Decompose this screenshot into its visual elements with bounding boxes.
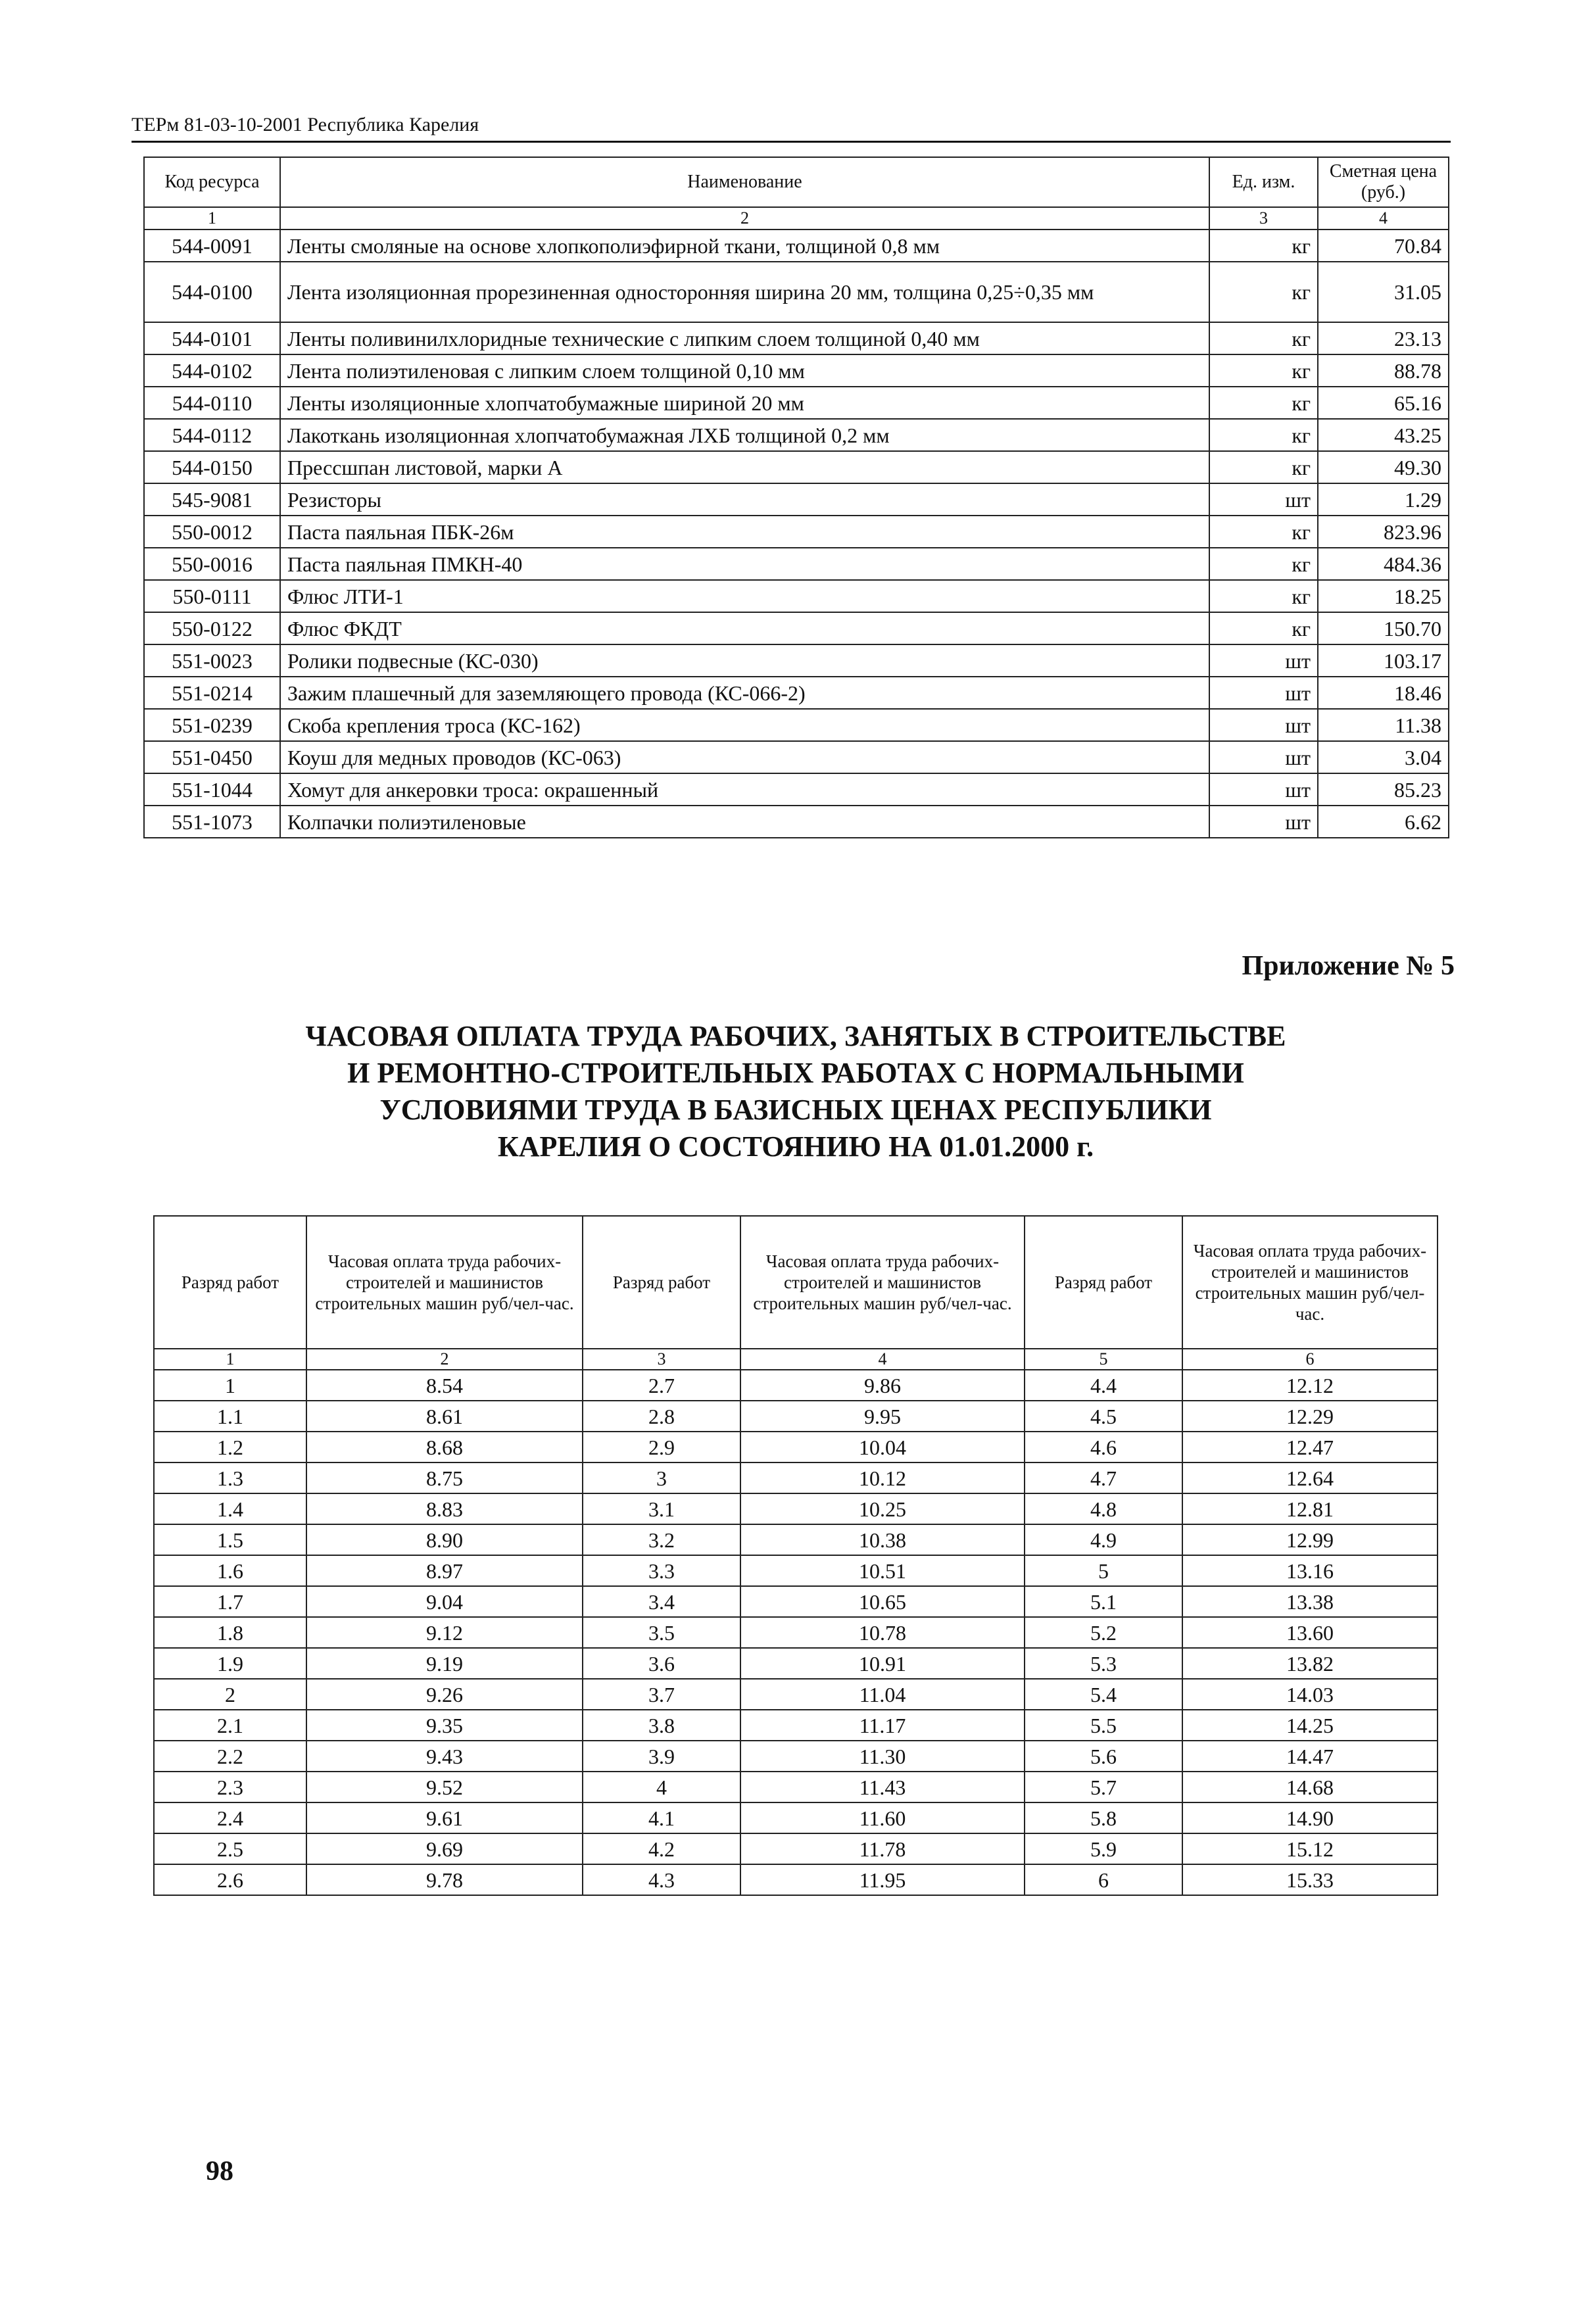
resource-name: Ролики подвесные (КС-030) <box>280 644 1209 677</box>
column-number-row <box>154 1349 1438 1370</box>
rank-cell: 4.3 <box>583 1864 740 1895</box>
pay-cell: 12.64 <box>1182 1462 1438 1493</box>
resource-unit: шт <box>1209 644 1318 677</box>
resource-price: 88.78 <box>1318 354 1449 387</box>
pay-cell: 11.43 <box>740 1772 1025 1802</box>
table-row <box>154 1370 1438 1401</box>
pay-cell: 10.25 <box>740 1493 1025 1524</box>
rank-cell: 5.5 <box>1025 1710 1182 1741</box>
resource-unit: кг <box>1209 516 1318 548</box>
pay-cell: 12.99 <box>1182 1524 1438 1555</box>
resource-price: 150.70 <box>1318 612 1449 644</box>
rank-cell: 4.5 <box>1025 1401 1182 1432</box>
resource-code: 551-1044 <box>144 773 280 806</box>
pay-cell: 14.68 <box>1182 1772 1438 1802</box>
resource-code: 551-0214 <box>144 677 280 709</box>
column-number: 3 <box>583 1349 740 1370</box>
pay-cell: 10.04 <box>740 1432 1025 1462</box>
resource-code: 551-0023 <box>144 644 280 677</box>
title-line: КАРЕЛИЯ О СОСТОЯНИЮ НА 01.01.2000 г. <box>497 1130 1094 1163</box>
resource-name: Лента изоляционная прорезиненная односторонняя ширина 20 мм, толщина 0,25÷0,35 мм <box>280 262 1209 322</box>
pay-cell: 9.52 <box>306 1772 583 1802</box>
rank-cell: 3 <box>583 1462 740 1493</box>
pay-cell: 13.82 <box>1182 1648 1438 1679</box>
column-number: 4 <box>740 1349 1025 1370</box>
table-row <box>154 1741 1438 1772</box>
rank-cell: 1.9 <box>154 1648 306 1679</box>
resource-price: 484.36 <box>1318 548 1449 580</box>
resource-name: Ленты поливинилхлоридные технические с липким слоем толщиной 0,40 мм <box>280 322 1209 354</box>
rank-cell: 3.4 <box>583 1586 740 1617</box>
rank-cell: 2.3 <box>154 1772 306 1802</box>
pay-cell: 9.86 <box>740 1370 1025 1401</box>
rank-cell: 1.7 <box>154 1586 306 1617</box>
resource-price: 18.46 <box>1318 677 1449 709</box>
resource-name: Паста паяльная ПБК-26м <box>280 516 1209 548</box>
resource-unit: шт <box>1209 709 1318 741</box>
rank-cell: 3.6 <box>583 1648 740 1679</box>
title-line: УСЛОВИЯМИ ТРУДА В БАЗИСНЫХ ЦЕНАХ РЕСПУБЛИКИ <box>379 1094 1212 1126</box>
resource-unit: кг <box>1209 322 1318 354</box>
table-row <box>144 322 1449 354</box>
table-row <box>144 516 1449 548</box>
pay-cell: 11.78 <box>740 1833 1025 1864</box>
rank-cell: 1.2 <box>154 1432 306 1462</box>
pay-cell: 12.29 <box>1182 1401 1438 1432</box>
rank-cell: 2.1 <box>154 1710 306 1741</box>
table-row <box>144 741 1449 773</box>
table-row <box>144 451 1449 483</box>
pay-cell: 13.60 <box>1182 1617 1438 1648</box>
pay-cell: 9.19 <box>306 1648 583 1679</box>
rank-cell: 5.7 <box>1025 1772 1182 1802</box>
rank-cell: 4 <box>583 1772 740 1802</box>
rank-cell: 3.3 <box>583 1555 740 1586</box>
pay-cell: 10.65 <box>740 1586 1025 1617</box>
header-rank: Разряд работ <box>1025 1216 1182 1349</box>
resource-price: 85.23 <box>1318 773 1449 806</box>
table-row <box>144 419 1449 451</box>
pay-cell: 10.51 <box>740 1555 1025 1586</box>
header-pay: Часовая оплата труда рабочих-строителей и машинистов строительных машин руб/чел-час. <box>740 1216 1025 1349</box>
column-number: 1 <box>154 1349 306 1370</box>
pay-cell: 10.78 <box>740 1617 1025 1648</box>
resource-code: 550-0122 <box>144 612 280 644</box>
rank-cell: 5.9 <box>1025 1833 1182 1864</box>
rank-cell: 2.6 <box>154 1864 306 1895</box>
pay-cell: 8.61 <box>306 1401 583 1432</box>
resource-name: Колпачки полиэтиленовые <box>280 806 1209 838</box>
pay-cell: 9.04 <box>306 1586 583 1617</box>
rank-cell: 1.8 <box>154 1617 306 1648</box>
header-rank: Разряд работ <box>154 1216 306 1349</box>
pay-cell: 9.61 <box>306 1802 583 1833</box>
resource-name: Лента полиэтиленовая с липким слоем толщиной 0,10 мм <box>280 354 1209 387</box>
resource-price: 65.16 <box>1318 387 1449 419</box>
resource-code: 550-0111 <box>144 580 280 612</box>
rank-cell: 2.5 <box>154 1833 306 1864</box>
table-row <box>144 262 1449 322</box>
resource-code: 545-9081 <box>144 483 280 516</box>
table-row <box>154 1802 1438 1833</box>
table-row <box>144 230 1449 262</box>
rank-cell: 4.9 <box>1025 1524 1182 1555</box>
resource-price: 23.13 <box>1318 322 1449 354</box>
table-row <box>144 709 1449 741</box>
resource-code: 544-0112 <box>144 419 280 451</box>
pay-cell: 11.95 <box>740 1864 1025 1895</box>
pay-cell: 10.91 <box>740 1648 1025 1679</box>
resource-unit: шт <box>1209 806 1318 838</box>
rank-cell: 3.5 <box>583 1617 740 1648</box>
resource-unit: кг <box>1209 230 1318 262</box>
resource-price: 49.30 <box>1318 451 1449 483</box>
column-number: 5 <box>1025 1349 1182 1370</box>
header-rank: Разряд работ <box>583 1216 740 1349</box>
table-row <box>154 1524 1438 1555</box>
pay-cell: 14.47 <box>1182 1741 1438 1772</box>
rank-cell: 4.2 <box>583 1833 740 1864</box>
table-row <box>144 612 1449 644</box>
resource-unit: кг <box>1209 387 1318 419</box>
resource-name: Паста паяльная ПМКН-40 <box>280 548 1209 580</box>
table-row <box>154 1462 1438 1493</box>
table-row <box>154 1432 1438 1462</box>
resource-name: Флюс ЛТИ-1 <box>280 580 1209 612</box>
pay-cell: 8.54 <box>306 1370 583 1401</box>
pay-cell: 9.35 <box>306 1710 583 1741</box>
rank-cell: 4.7 <box>1025 1462 1182 1493</box>
rank-cell: 2.8 <box>583 1401 740 1432</box>
resource-code: 550-0012 <box>144 516 280 548</box>
pay-cell: 15.33 <box>1182 1864 1438 1895</box>
table-row <box>154 1401 1438 1432</box>
resource-code: 551-1073 <box>144 806 280 838</box>
resource-unit: шт <box>1209 677 1318 709</box>
rank-cell: 1.1 <box>154 1401 306 1432</box>
resources-table <box>143 157 1449 838</box>
header-name: Наименование <box>280 157 1209 207</box>
resource-code: 544-0150 <box>144 451 280 483</box>
column-number: 3 <box>1209 207 1318 230</box>
header-unit: Ед. изм. <box>1209 157 1318 207</box>
pay-cell: 11.04 <box>740 1679 1025 1710</box>
rank-cell: 2.7 <box>583 1370 740 1401</box>
resource-price: 43.25 <box>1318 419 1449 451</box>
resource-name: Ленты смоляные на основе хлопкополиэфирной ткани, толщиной 0,8 мм <box>280 230 1209 262</box>
resource-code: 544-0100 <box>144 262 280 322</box>
resource-unit: шт <box>1209 773 1318 806</box>
table-row <box>144 354 1449 387</box>
rank-cell: 2.4 <box>154 1802 306 1833</box>
rank-cell: 1.3 <box>154 1462 306 1493</box>
rank-cell: 1.5 <box>154 1524 306 1555</box>
resource-code: 544-0102 <box>144 354 280 387</box>
pay-cell: 15.12 <box>1182 1833 1438 1864</box>
resource-code: 544-0101 <box>144 322 280 354</box>
column-number: 6 <box>1182 1349 1438 1370</box>
resource-price: 70.84 <box>1318 230 1449 262</box>
pay-cell: 9.69 <box>306 1833 583 1864</box>
column-number: 2 <box>306 1349 583 1370</box>
rank-cell: 6 <box>1025 1864 1182 1895</box>
table-row <box>154 1586 1438 1617</box>
pay-cell: 10.12 <box>740 1462 1025 1493</box>
table-row <box>144 644 1449 677</box>
column-number-row <box>144 207 1449 230</box>
pay-cell: 11.17 <box>740 1710 1025 1741</box>
resource-name: Коуш для медных проводов (КС-063) <box>280 741 1209 773</box>
rank-cell: 5.3 <box>1025 1648 1182 1679</box>
running-header: ТЕРм 81-03-10-2001 Республика Карелия <box>132 112 1451 143</box>
table-row <box>154 1772 1438 1802</box>
resource-price: 11.38 <box>1318 709 1449 741</box>
rank-cell: 2.2 <box>154 1741 306 1772</box>
resource-name: Прессшпан листовой, марки А <box>280 451 1209 483</box>
pay-cell: 9.12 <box>306 1617 583 1648</box>
pay-cell: 9.78 <box>306 1864 583 1895</box>
pay-cell: 8.83 <box>306 1493 583 1524</box>
header-price: Сметная цена (руб.) <box>1318 157 1449 207</box>
title-line: И РЕМОНТНО-СТРОИТЕЛЬНЫХ РАБОТАХ С НОРМАЛЬНЫМИ <box>347 1057 1244 1089</box>
resource-unit: кг <box>1209 451 1318 483</box>
rank-cell: 5 <box>1025 1555 1182 1586</box>
table-row <box>154 1679 1438 1710</box>
resource-code: 551-0239 <box>144 709 280 741</box>
rank-cell: 4.6 <box>1025 1432 1182 1462</box>
resource-name: Хомут для анкеровки троса: окрашенный <box>280 773 1209 806</box>
rank-cell: 5.4 <box>1025 1679 1182 1710</box>
title-line: ЧАСОВАЯ ОПЛАТА ТРУДА РАБОЧИХ, ЗАНЯТЫХ В СТРОИТЕЛЬСТВЕ <box>305 1020 1286 1052</box>
pay-cell: 12.81 <box>1182 1493 1438 1524</box>
resource-unit: кг <box>1209 612 1318 644</box>
table-row <box>144 483 1449 516</box>
table-row <box>154 1710 1438 1741</box>
header-code: Код ресурса <box>144 157 280 207</box>
table-row <box>154 1648 1438 1679</box>
resource-name: Резисторы <box>280 483 1209 516</box>
resource-unit: кг <box>1209 548 1318 580</box>
table-row <box>144 548 1449 580</box>
header-pay: Часовая оплата труда рабочих-строителей и машинистов строительных машин руб/чел-час. <box>1182 1216 1438 1349</box>
pay-cell: 13.16 <box>1182 1555 1438 1586</box>
rank-cell: 1.6 <box>154 1555 306 1586</box>
resource-unit: кг <box>1209 580 1318 612</box>
pay-cell: 12.47 <box>1182 1432 1438 1462</box>
pay-cell: 10.38 <box>740 1524 1025 1555</box>
column-number: 1 <box>144 207 280 230</box>
resource-price: 31.05 <box>1318 262 1449 322</box>
rank-cell: 5.2 <box>1025 1617 1182 1648</box>
resource-unit: кг <box>1209 354 1318 387</box>
resource-code: 544-0091 <box>144 230 280 262</box>
resource-price: 103.17 <box>1318 644 1449 677</box>
table-row <box>154 1864 1438 1895</box>
rank-cell: 4.4 <box>1025 1370 1182 1401</box>
resource-code: 550-0016 <box>144 548 280 580</box>
table-row <box>154 1833 1438 1864</box>
pay-cell: 8.90 <box>306 1524 583 1555</box>
resource-price: 1.29 <box>1318 483 1449 516</box>
rank-cell: 5.6 <box>1025 1741 1182 1772</box>
column-number: 2 <box>280 207 1209 230</box>
table-row <box>144 677 1449 709</box>
resource-price: 6.62 <box>1318 806 1449 838</box>
appendix-label: Приложение № 5 <box>1242 951 1455 981</box>
rank-cell: 2.9 <box>583 1432 740 1462</box>
rank-cell: 3.7 <box>583 1679 740 1710</box>
resource-name: Ленты изоляционные хлопчатобумажные шириной 20 мм <box>280 387 1209 419</box>
pay-cell: 9.95 <box>740 1401 1025 1432</box>
rank-cell: 2 <box>154 1679 306 1710</box>
rank-cell: 3.9 <box>583 1741 740 1772</box>
table-row <box>154 1493 1438 1524</box>
table-row <box>144 580 1449 612</box>
wage-table <box>153 1215 1438 1896</box>
pay-cell: 13.38 <box>1182 1586 1438 1617</box>
rank-cell: 3.8 <box>583 1710 740 1741</box>
resource-price: 18.25 <box>1318 580 1449 612</box>
resource-name: Зажим плашечный для заземляющего провода (КС-066-2) <box>280 677 1209 709</box>
pay-cell: 11.30 <box>740 1741 1025 1772</box>
pay-cell: 8.68 <box>306 1432 583 1462</box>
table-row <box>154 1555 1438 1586</box>
table-row <box>144 806 1449 838</box>
pay-cell: 14.25 <box>1182 1710 1438 1741</box>
pay-cell: 14.90 <box>1182 1802 1438 1833</box>
rank-cell: 4.1 <box>583 1802 740 1833</box>
rank-cell: 5.8 <box>1025 1802 1182 1833</box>
rank-cell: 1 <box>154 1370 306 1401</box>
pay-cell: 8.97 <box>306 1555 583 1586</box>
table-row <box>144 387 1449 419</box>
resource-price: 823.96 <box>1318 516 1449 548</box>
resource-price: 3.04 <box>1318 741 1449 773</box>
resource-name: Флюс ФКДТ <box>280 612 1209 644</box>
resource-unit: шт <box>1209 483 1318 516</box>
resource-code: 551-0450 <box>144 741 280 773</box>
rank-cell: 3.1 <box>583 1493 740 1524</box>
resource-name: Скоба крепления троса (КС-162) <box>280 709 1209 741</box>
page-number: 98 <box>206 2156 233 2187</box>
table-row <box>154 1617 1438 1648</box>
pay-cell: 14.03 <box>1182 1679 1438 1710</box>
header-pay: Часовая оплата труда рабочих-строителей и машинистов строительных машин руб/чел-час. <box>306 1216 583 1349</box>
resource-unit: кг <box>1209 262 1318 322</box>
rank-cell: 3.2 <box>583 1524 740 1555</box>
resource-name: Лакоткань изоляционная хлопчатобумажная ЛХБ толщиной 0,2 мм <box>280 419 1209 451</box>
rank-cell: 4.8 <box>1025 1493 1182 1524</box>
resource-code: 544-0110 <box>144 387 280 419</box>
table-row <box>144 773 1449 806</box>
pay-cell: 9.43 <box>306 1741 583 1772</box>
pay-cell: 8.75 <box>306 1462 583 1493</box>
resource-unit: шт <box>1209 741 1318 773</box>
pay-cell: 9.26 <box>306 1679 583 1710</box>
pay-cell: 11.60 <box>740 1802 1025 1833</box>
rank-cell: 1.4 <box>154 1493 306 1524</box>
resource-unit: кг <box>1209 419 1318 451</box>
column-number: 4 <box>1318 207 1449 230</box>
appendix-title <box>217 1018 1374 1165</box>
rank-cell: 5.1 <box>1025 1586 1182 1617</box>
pay-cell: 12.12 <box>1182 1370 1438 1401</box>
